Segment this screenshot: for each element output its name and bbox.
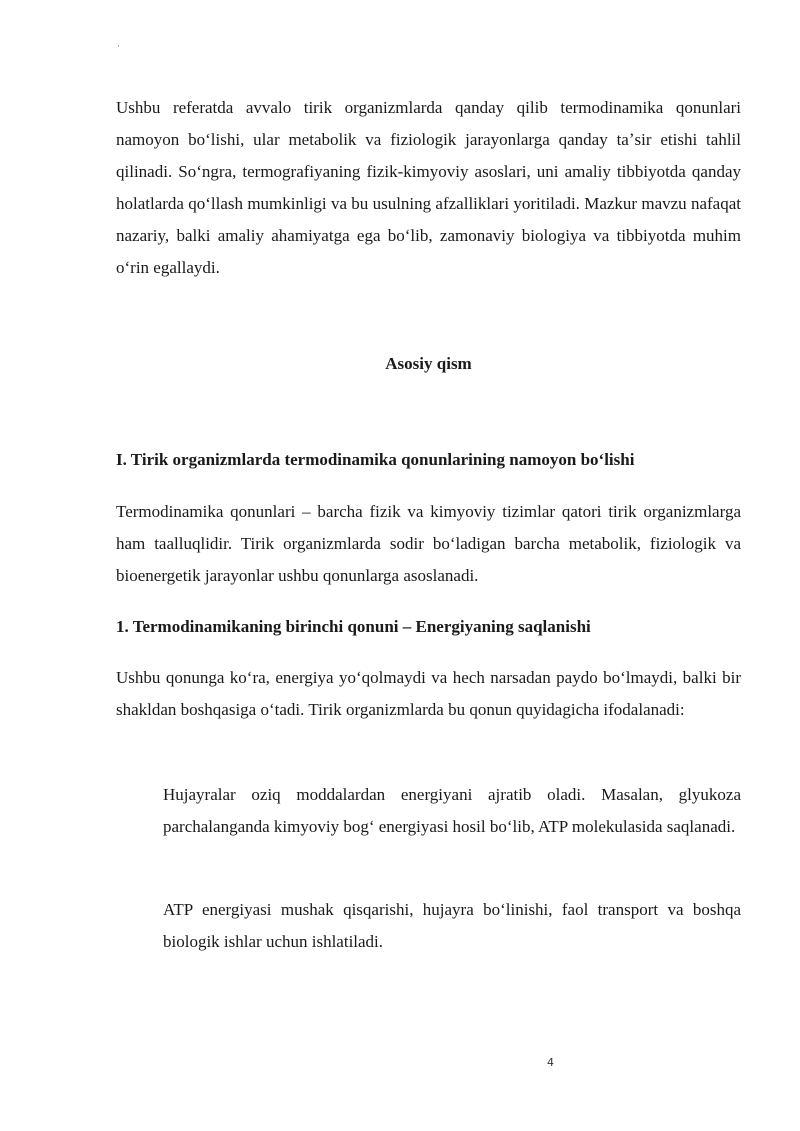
main-part-heading: Asosiy qism bbox=[385, 354, 472, 373]
intro-paragraph: Ushbu referatda avvalo tirik organizmlarda qanday qilib termodinamika qonunlari namoyon boʻlishi, ular metabolik va fiziologik jarayonlarga qanday taʼsir etishi tahlil qilinadi. Soʻngra, termografiyaning fizik-kimyoviy asoslari, uni amaliy tibbiyotda qanday holatlarda qoʻllash mumkinligi va bu usulning afzalliklari yoritiladi. Mazkur mavzu nafaqat nazariy, balki amaliy ahamiyatga ega boʻlib, zamonaviy biologiya va tibbiyotda muhim oʻrin egallaydi. bbox=[116, 98, 741, 277]
section-intro-paragraph: Termodinamika qonunlari – barcha fizik va kimyoviy tizimlar qatori tirik organizmlarga ham taalluqlidir. Tirik organizmlarda sodir boʻladigan barcha metabolik, fiziologik va bioenergetik jarayonlar ushbu qonunlarga asoslanadi. bbox=[116, 502, 741, 585]
list-item-1: Hujayralar oziq moddalardan energiyani ajratib oladi. Masalan, glyukoza parchalanganda kimyoviy bogʻ energiyasi hosil boʻlib, ATP molekulasida saqlanadi. bbox=[163, 785, 741, 836]
subsection-1-heading: 1. Termodinamikaning birinchi qonuni – Energiyaning saqlanishi bbox=[116, 617, 591, 636]
first-law-paragraph: Ushbu qonunga koʻra, energiya yoʻqolmaydi va hech narsadan paydo boʻlmaydi, balki bir shakldan boshqasiga oʻtadi. Tirik organizmlarda bu qonun quyidagicha ifodalanadi: bbox=[116, 668, 741, 719]
list-item-2: ATP energiyasi mushak qisqarishi, hujayra boʻlinishi, faol transport va boshqa biologik ishlar uchun ishlatiladi. bbox=[163, 900, 741, 951]
page-marker: · bbox=[117, 41, 120, 51]
section-1-heading: I. Tirik organizmlarda termodinamika qonunlarining namoyon boʻlishi bbox=[116, 450, 635, 469]
page-number: 4 bbox=[547, 1056, 554, 1069]
